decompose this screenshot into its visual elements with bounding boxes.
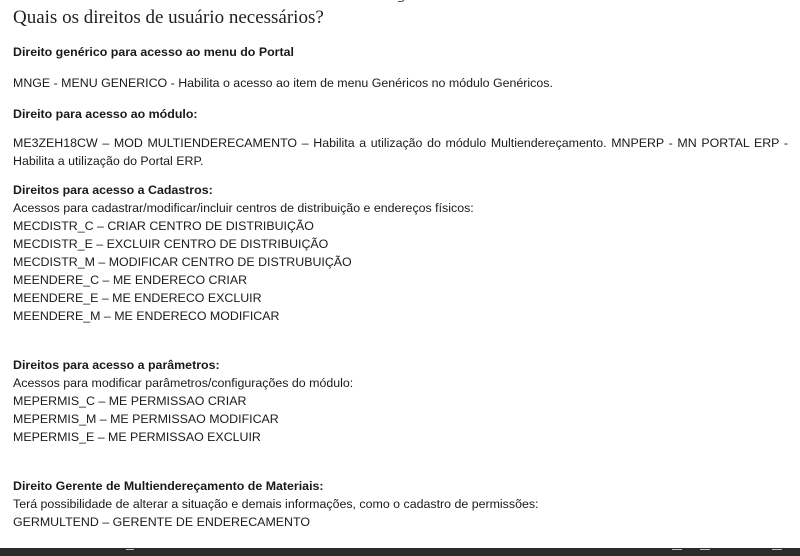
- module-rights-text: ME3ZEH18CW – MOD MULTIENDERECAMENTO – Habilita a utilização do módulo Multiendereçamento. MNPERP - MN PORTAL ERP - Habilita a utilização do Portal ERP.: [13, 136, 788, 168]
- parametros-heading: Direitos para acesso a parâmetros:: [13, 358, 220, 372]
- cadastros-item: MECDISTR_C – CRIAR CENTRO DE DISTRIBUIÇÃO: [13, 219, 314, 233]
- gerente-heading: Direito Gerente de Multiendereçamento de Materiais:: [13, 479, 324, 493]
- parametros-item: MEPERMIS_E – ME PERMISSAO EXCLUIR: [13, 430, 261, 444]
- taskbar-icon[interactable]: [772, 549, 782, 556]
- cadastros-item: MECDISTR_M – MODIFICAR CENTRO DE DISTRUBUIÇÃO: [13, 255, 352, 269]
- parametros-intro: Acessos para modificar parâmetros/configurações do módulo:: [13, 376, 354, 390]
- portal-rights-text: MNGE - MENU GENERICO - Habilita o acesso ao item de menu Genéricos no módulo Genéricos.: [13, 76, 553, 90]
- cadastros-heading: Direitos para acesso a Cadastros:: [13, 183, 213, 197]
- taskbar-icon[interactable]: [672, 549, 682, 556]
- taskbar-icon[interactable]: [700, 549, 710, 556]
- taskbar-icon[interactable]: [126, 549, 134, 556]
- portal-rights-heading: Direito genérico para acesso ao menu do Portal: [13, 45, 294, 59]
- gerente-item: GERMULTEND – GERENTE DE ENDERECAMENTO: [13, 515, 310, 529]
- cadastros-intro: Acessos para cadastrar/modificar/incluir centros de distribuição e endereços físicos:: [13, 201, 474, 215]
- cadastros-item: MEENDERE_M – ME ENDERECO MODIFICAR: [13, 309, 280, 323]
- cropped-glyph: [398, 0, 405, 2]
- taskbar: [0, 548, 800, 556]
- parametros-item: MEPERMIS_C – ME PERMISSAO CRIAR: [13, 394, 247, 408]
- page-title: Quais os direitos de usuário necessários?: [13, 7, 324, 28]
- cadastros-item: MEENDERE_E – ME ENDERECO EXCLUIR: [13, 291, 262, 305]
- gerente-intro: Terá possibilidade de alterar a situação e demais informações, como o cadastro de permissões:: [13, 497, 539, 511]
- module-rights-heading: Direito para acesso ao módulo:: [13, 107, 198, 121]
- cadastros-item: MEENDERE_C – ME ENDERECO CRIAR: [13, 273, 248, 287]
- parametros-item: MEPERMIS_M – ME PERMISSAO MODIFICAR: [13, 412, 279, 426]
- cadastros-item: MECDISTR_E – EXCLUIR CENTRO DE DISTRIBUIÇÃO: [13, 237, 329, 251]
